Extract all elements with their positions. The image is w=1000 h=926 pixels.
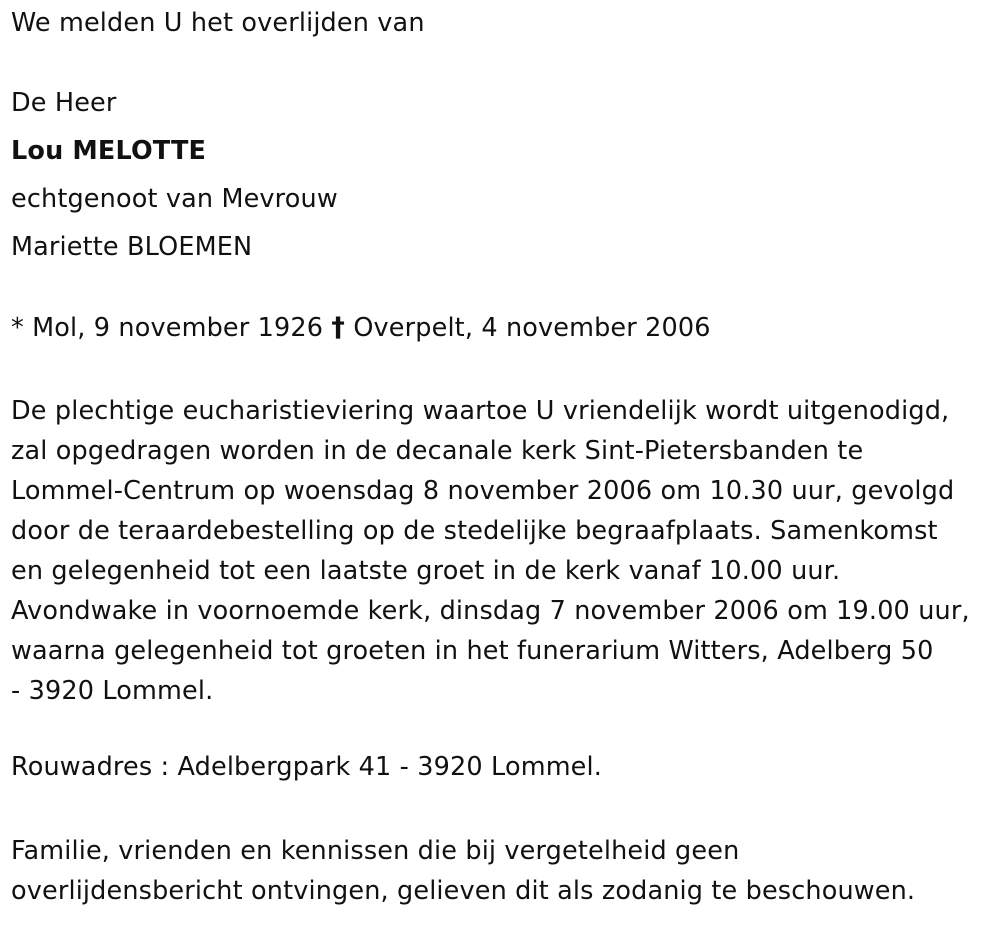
deceased-name: Lou MELOTTE <box>11 136 207 166</box>
ceremony-line: door de teraardebestelling op de stedelijke begraafplaats. Samenkomst <box>11 516 938 546</box>
ceremony-line: zal opgedragen worden in de decanale kerk Sint-Pietersbanden te <box>11 436 864 466</box>
ceremony-line: De plechtige eucharistieviering waartoe U vriendelijk wordt uitgenodigd, <box>11 396 950 426</box>
spouse-prefix: echtgenoot van Mevrouw <box>11 184 338 214</box>
ceremony-line: en gelegenheid tot een laatste groet in de kerk vanaf 10.00 uur. <box>11 556 841 586</box>
spouse-name: Mariette BLOEMEN <box>11 232 253 262</box>
birth-date: * Mol, 9 november 1926 <box>11 313 324 343</box>
mourning-address: Rouwadres : Adelbergpark 41 - 3920 Lommel. <box>11 752 603 782</box>
death-date: Overpelt, 4 november 2006 <box>353 313 711 343</box>
salutation: De Heer <box>11 88 117 118</box>
ceremony-line: - 3920 Lommel. <box>11 676 214 706</box>
intro-text: We melden U het overlijden van <box>11 8 425 38</box>
ceremony-line: Avondwake in voornoemde kerk, dinsdag 7 november 2006 om 19.00 uur, <box>11 596 970 626</box>
closing-line: Familie, vrienden en kennissen die bij vergetelheid geen <box>11 836 740 866</box>
cross-icon: † <box>331 312 346 343</box>
birth-death-dates <box>11 312 711 343</box>
ceremony-line: waarna gelegenheid tot groeten in het funerarium Witters, Adelberg 50 <box>11 636 934 666</box>
ceremony-line: Lommel-Centrum op woensdag 8 november 2006 om 10.30 uur, gevolgd <box>11 476 955 506</box>
closing-line: overlijdensbericht ontvingen, gelieven dit als zodanig te beschouwen. <box>11 876 916 906</box>
